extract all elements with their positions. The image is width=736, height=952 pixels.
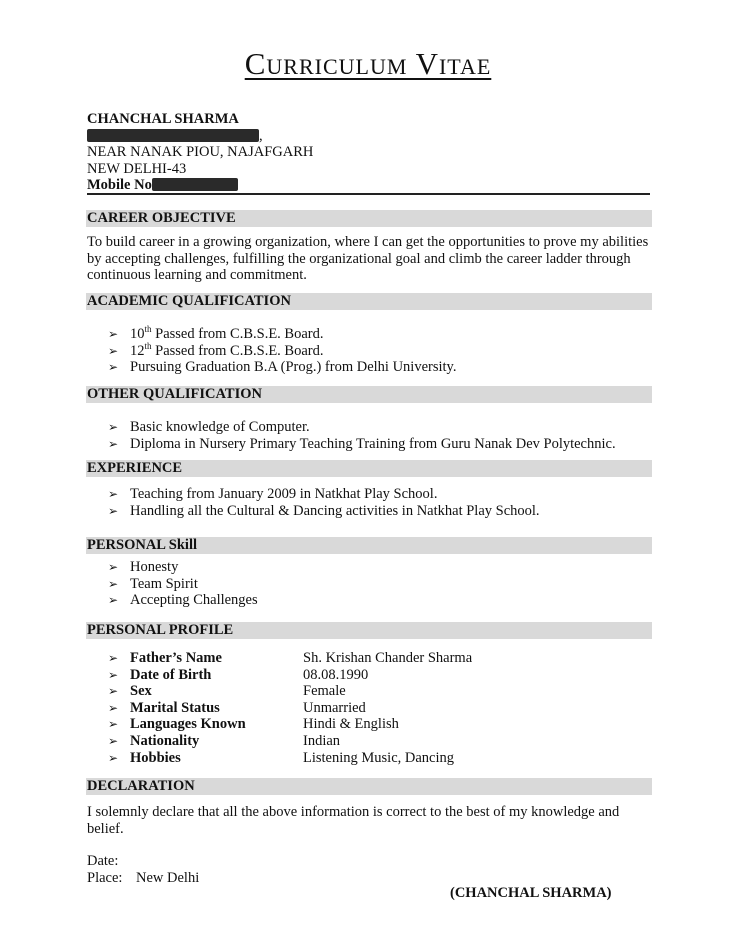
list-item: ➢ Basic knowledge of Computer. xyxy=(108,419,310,435)
list-item: ➢ Team Spirit xyxy=(108,575,198,592)
profile-row-hobbies: ➢ Hobbies Listening Music, Dancing xyxy=(108,749,455,766)
date-line: Date: xyxy=(87,853,119,869)
address-line-2: NEAR NANAK PIOU, NAJAFGARH xyxy=(87,144,314,160)
personal-profile-table xyxy=(108,650,472,766)
address-line-3: NEW DELHI-43 xyxy=(87,160,187,177)
arrow-bullet-icon: ➢ xyxy=(108,750,119,765)
redacted-address xyxy=(87,129,259,142)
list-item: ➢ Handling all the Cultural & Dancing activities in Natkhat Play School. xyxy=(108,502,540,519)
redacted-mobile xyxy=(152,178,238,191)
list-item: ➢ Diploma in Nursery Primary Teaching Training from Guru Nanak Dev Polytechnic. xyxy=(108,435,616,452)
arrow-bullet-icon: ➢ xyxy=(108,667,119,682)
place-line: Place: New Delhi xyxy=(87,870,200,886)
list-item: ➢ 10th Passed from C.B.S.E. Board. xyxy=(108,324,324,342)
skills-list xyxy=(108,559,258,609)
section-heading-experience: EXPERIENCE xyxy=(86,460,652,477)
career-objective-text: To build career in a growing organization, where I can get the opportunities to prove my abilities by accepting challenges, fulfilling the organizational goal and climb the career ladder through continuous learning and commitment. xyxy=(87,234,649,283)
signature-name: (CHANCHAL SHARMA) xyxy=(450,885,612,901)
list-item: ➢ Accepting Challenges xyxy=(108,592,258,609)
arrow-bullet-icon: ➢ xyxy=(108,343,119,358)
header-divider xyxy=(87,193,650,195)
profile-row-languages: ➢ Languages Known Hindi & English xyxy=(108,716,399,733)
arrow-bullet-icon: ➢ xyxy=(108,487,119,501)
profile-row-fathers-name: ➢ Father’s Name Sh. Krishan Chander Sharma xyxy=(108,650,473,666)
arrow-bullet-icon: ➢ xyxy=(108,717,119,732)
profile-row-nationality: ➢ Nationality Indian xyxy=(108,732,341,749)
section-heading-other-qualification: OTHER QUALIFICATION xyxy=(86,386,652,403)
arrow-bullet-icon: ➢ xyxy=(108,560,119,574)
profile-row-sex: ➢ Sex Female xyxy=(108,683,346,700)
mobile-line: Mobile No xyxy=(87,177,313,194)
list-item: ➢ Honesty xyxy=(108,559,179,575)
arrow-bullet-icon: ➢ xyxy=(108,420,119,434)
candidate-name: CHANCHAL SHARMA xyxy=(87,111,239,127)
address-line-1: , xyxy=(87,128,313,145)
experience-list xyxy=(108,486,540,519)
list-item: ➢ 12th Passed from C.B.S.E. Board. xyxy=(108,340,324,359)
arrow-bullet-icon: ➢ xyxy=(108,327,119,341)
list-item: ➢ Teaching from January 2009 in Natkhat Play School. xyxy=(108,486,438,502)
section-heading-academic: ACADEMIC QUALIFICATION xyxy=(86,293,652,310)
profile-row-marital-status: ➢ Marital Status Unmarried xyxy=(108,699,366,716)
arrow-bullet-icon: ➢ xyxy=(108,733,119,748)
arrow-bullet-icon: ➢ xyxy=(108,700,119,715)
section-heading-personal-profile: PERSONAL PROFILE xyxy=(86,622,652,639)
arrow-bullet-icon: ➢ xyxy=(108,436,119,451)
arrow-bullet-icon: ➢ xyxy=(108,684,119,699)
document-title: Curriculum Vitae xyxy=(244,46,492,81)
section-heading-declaration: DECLARATION xyxy=(86,778,652,795)
declaration-text: I solemnly declare that all the above information is correct to the best of my knowledge and belief. xyxy=(87,804,620,837)
arrow-bullet-icon: ➢ xyxy=(108,360,119,375)
profile-row-date-of-birth: ➢ Date of Birth 08.08.1990 xyxy=(108,666,369,683)
arrow-bullet-icon: ➢ xyxy=(108,503,119,518)
contact-block xyxy=(87,111,313,194)
arrow-bullet-icon: ➢ xyxy=(108,593,119,608)
section-heading-personal-skill: PERSONAL Skill xyxy=(86,537,652,554)
arrow-bullet-icon: ➢ xyxy=(108,651,119,665)
list-item: ➢ Pursuing Graduation B.A (Prog.) from Delhi University. xyxy=(108,359,457,376)
other-qualification-list xyxy=(108,419,616,452)
academic-list xyxy=(108,326,456,376)
arrow-bullet-icon: ➢ xyxy=(108,576,119,591)
section-heading-career-objective: CAREER OBJECTIVE xyxy=(86,210,652,227)
